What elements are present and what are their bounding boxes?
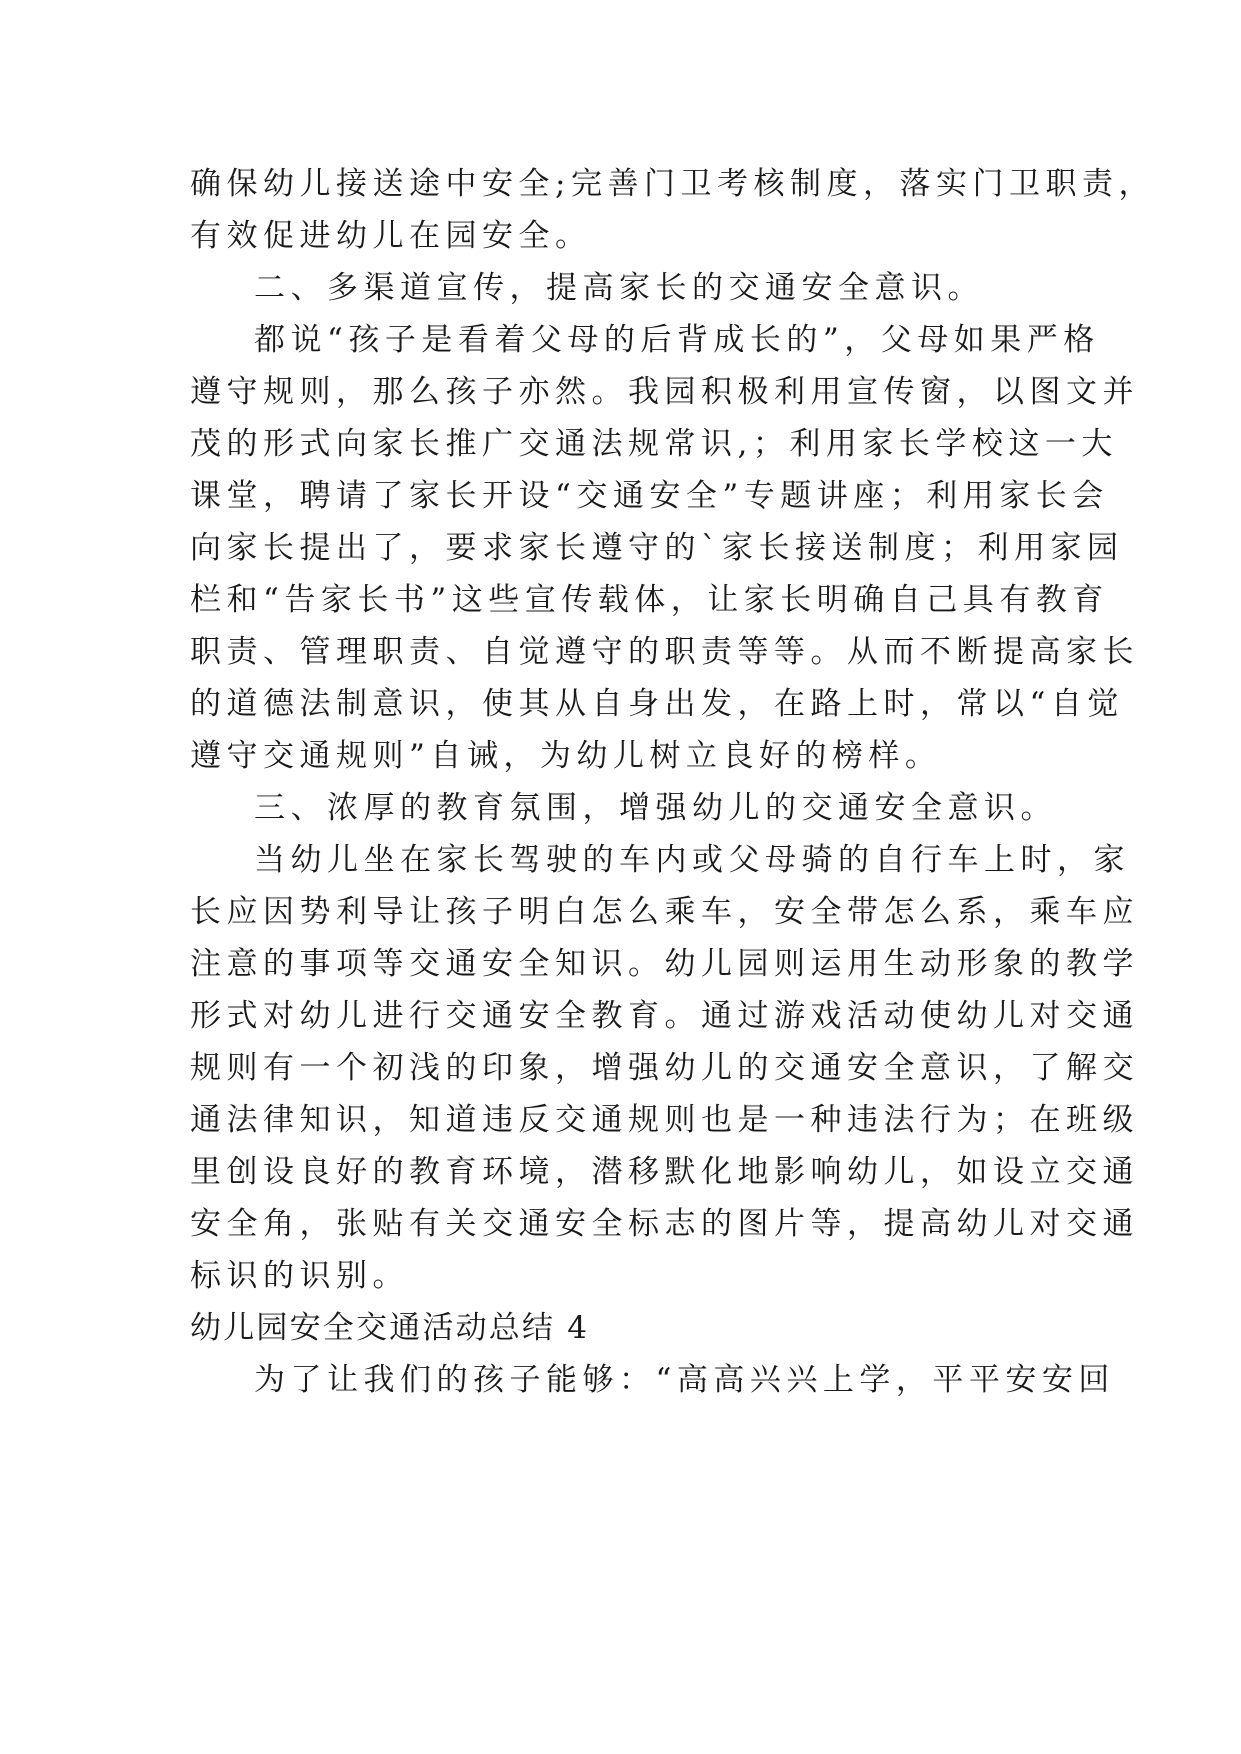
section-heading: 二、多渠道宣传，提高家长的交通安全意识。 — [254, 270, 984, 306]
paragraph-line: 长应因势利导让孩子明白怎么乘车，安全带怎么系，乘车应 — [190, 894, 1139, 930]
paragraph-line: 当幼儿坐在家长驾驶的车内或父母骑的自行车上时，家 — [254, 842, 1130, 878]
section-heading: 三、浓厚的教育氛围，增强幼儿的交通安全意识。 — [254, 790, 1057, 826]
paragraph-line: 课堂，聘请了家长开设“交通安全”专题讲座；利用家长会 — [190, 478, 1109, 514]
document-title: 幼儿园安全交通活动总结 4 — [190, 1310, 590, 1346]
paragraph-line: 的道德法制意识，使其从自身出发，在路上时，常以“自觉 — [190, 686, 1124, 722]
paragraph-line: 注意的事项等交通安全知识。幼儿园则运用生动形象的教学 — [190, 946, 1139, 982]
paragraph-line: 安全角，张贴有关交通安全标志的图片等，提高幼儿对交通 — [190, 1206, 1139, 1242]
paragraph-line: 里创设良好的教育环境，潜移默化地影响幼儿，如设立交通 — [190, 1154, 1139, 1190]
paragraph-line: 规则有一个初浅的印象，增强幼儿的交通安全意识，了解交 — [190, 1050, 1139, 1086]
paragraph-line: 遵守交通规则”自诫，为幼儿树立良好的榜样。 — [190, 738, 942, 774]
paragraph-line: 有效促进幼儿在园安全。 — [190, 218, 592, 254]
paragraph-line: 标识的识别。 — [190, 1258, 409, 1294]
paragraph-line: 茂的形式向家长推广交通法规常识,；利用家长学校这一大 — [190, 426, 1118, 462]
paragraph-line: 职责、管理职责、自觉遵守的职责等等。从而不断提高家长 — [190, 634, 1139, 670]
paragraph-line: 都说“孩子是看着父母的后背成长的”，父母如果严格 — [254, 322, 1100, 358]
paragraph-line: 通法律知识，知道违反交通规则也是一种违法行为；在班级 — [190, 1102, 1139, 1138]
paragraph-line: 为了让我们的孩子能够：“高高兴兴上学，平平安安回 — [254, 1362, 1115, 1398]
paragraph-line: 遵守规则，那么孩子亦然。我园积极利用宣传窗，以图文并 — [190, 374, 1139, 410]
paragraph-line: 栏和“告家长书”这些宣传载体，让家长明确自己具有教育 — [190, 582, 1109, 618]
paragraph-line: 向家长提出了，要求家长遵守的`家长接送制度；利用家园 — [190, 530, 1124, 566]
document-body — [190, 158, 1155, 1406]
paragraph-line: 确保幼儿接送途中安全;完善门卫考核制度，落实门卫职责， — [190, 166, 1155, 202]
paragraph-line: 形式对幼儿进行交通安全教育。通过游戏活动使幼儿对交通 — [190, 998, 1139, 1034]
